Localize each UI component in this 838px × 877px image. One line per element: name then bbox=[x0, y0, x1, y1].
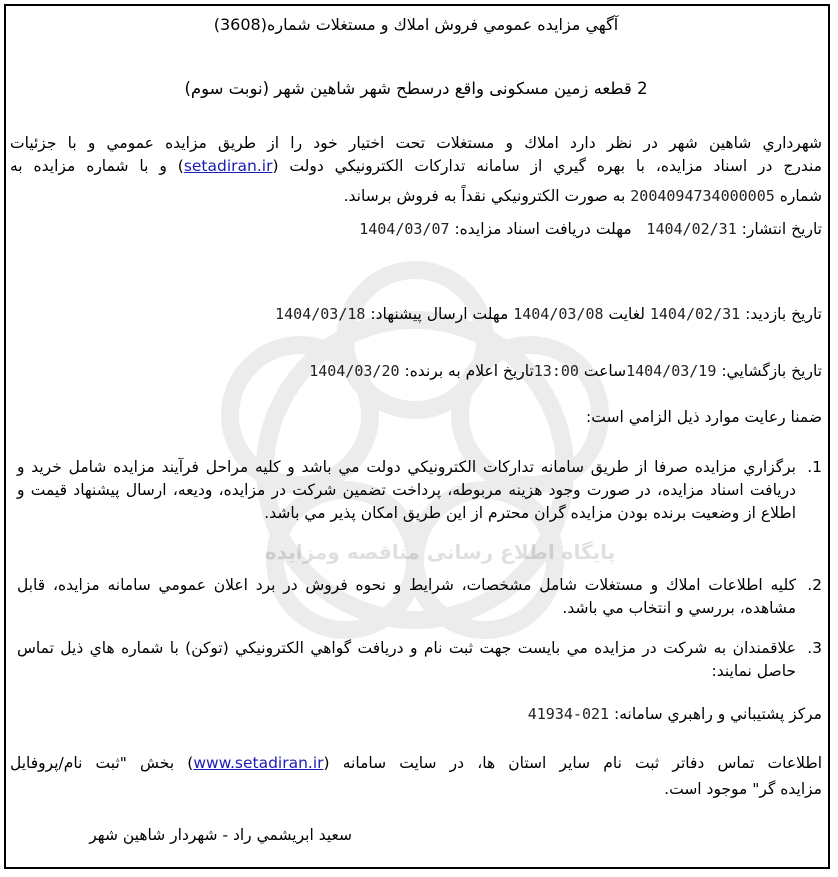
auction-number: 2004094734000005 bbox=[630, 187, 775, 205]
publish-dates-row: تاريخ انتشار: 1404/02/31 مهلت دريافت اسناد مزايده: 1404/03/07 bbox=[359, 220, 822, 238]
opening-time: 13:00 bbox=[533, 362, 579, 380]
requirement-item bbox=[17, 456, 822, 571]
visit-dates-row: تاريخ بازديد: 1404/02/31 لغايت 1404/03/08 مهلت ارسال پيشنهاد: 1404/03/18 bbox=[275, 305, 822, 323]
setadiran-link[interactable]: setadiran.ir bbox=[183, 157, 273, 175]
documents-deadline: 1404/03/07 bbox=[359, 220, 450, 238]
requirement-item bbox=[17, 574, 822, 622]
support-phone: 021-41934 bbox=[527, 705, 610, 723]
publish-date: 1404/02/31 bbox=[646, 220, 737, 238]
notice-subtitle: 2 قطعه زمین مسکونی واقع درسطح شهر شاهين شهر (نوبت سوم) bbox=[184, 79, 648, 98]
item-number: 2. bbox=[807, 576, 822, 594]
intro-line-2: مندرج در اسناد مزايده، با بهره گيري از سامانه تداركات الكترونيكي دولت (setadiran.ir) و با شماره مزايده به bbox=[10, 157, 822, 175]
setadiran-website-link[interactable]: www.setadiran.ir bbox=[193, 754, 324, 772]
signature: سعيد ابريشمي راد - شهردار شاهين شهر bbox=[89, 826, 352, 844]
visit-to-date: 1404/03/08 bbox=[513, 305, 604, 323]
item-text: كليه اطلاعات املاك و مستغلات شامل مشخصات، شرايط و نحوه فروش در برد اعلان عمومي سامانه مزايده، قابل مشاهده، بررسي و انتخاب مي باشد. bbox=[17, 576, 796, 617]
support-center-row: مركز پشتيباني و راهبري سامانه: 021-41934 bbox=[527, 705, 822, 723]
requirement-item bbox=[17, 637, 822, 685]
notice-title: آگهي مزايده عمومي فروش املاك و مستغلات شماره(3608) bbox=[213, 15, 619, 34]
watermark-caption: پایگاه اطلاع رسانی مناقصه ومزایده bbox=[264, 540, 616, 564]
visit-from-date: 1404/02/31 bbox=[649, 305, 741, 323]
intro-line-3: شماره 2004094734000005 به صورت الكترونيكي نقداً به فروش برساند. bbox=[343, 187, 822, 205]
item-text: علاقمندان به شركت در مزايده مي بايست جهت ثبت نام و دريافت گواهي الكترونيكي (توكن) با شماره هاي ذيل تماس حاصل نمايند: bbox=[17, 639, 796, 680]
offer-deadline: 1404/03/18 bbox=[275, 305, 366, 323]
item-number: 3. bbox=[807, 639, 822, 657]
item-number: 1. bbox=[807, 458, 822, 476]
contact-line-1: اطلاعات تماس دفاتر ثبت نام ساير استان ها، در سايت سامانه (www.setadiran.ir) بخش "ثبت نام/پروفايل bbox=[10, 754, 823, 772]
notice-document bbox=[10, 8, 822, 868]
opening-date: 1404/03/19 bbox=[626, 362, 717, 380]
opening-dates-row: تاريخ بازگشايي: 1404/03/19ساعت 13:00تاريخ اعلام به برنده: 1404/03/20 bbox=[309, 362, 822, 380]
item-text: برگزاري مزايده صرفا از طريق سامانه تداركات الكترونيكي دولت مي باشد و كليه مراحل فرآيند مزايده شامل خريد و دريافت اسناد مزايده، در صورت وجود هزينه مربوطه، پرداخت تضمين شركت در مزايده، وديعه، ارسال پيشنهاد قيمت و اطلاع از وضعيت برنده بودن مزايده گران محترم از اين طريق امكان پذير مي باشد. bbox=[17, 458, 796, 522]
winner-announcement-date: 1404/03/20 bbox=[309, 362, 400, 380]
requirements-heading: ضمنا رعايت موارد ذيل الزامي است: bbox=[586, 408, 822, 426]
intro-line-1: شهرداري شاهين شهر در نظر دارد املاك و مستغلات تحت اختيار خود را از طريق مزايده عمومي و با جزئيات bbox=[10, 134, 822, 152]
contact-line-2: مزايده گر" موجود است. bbox=[664, 780, 822, 798]
